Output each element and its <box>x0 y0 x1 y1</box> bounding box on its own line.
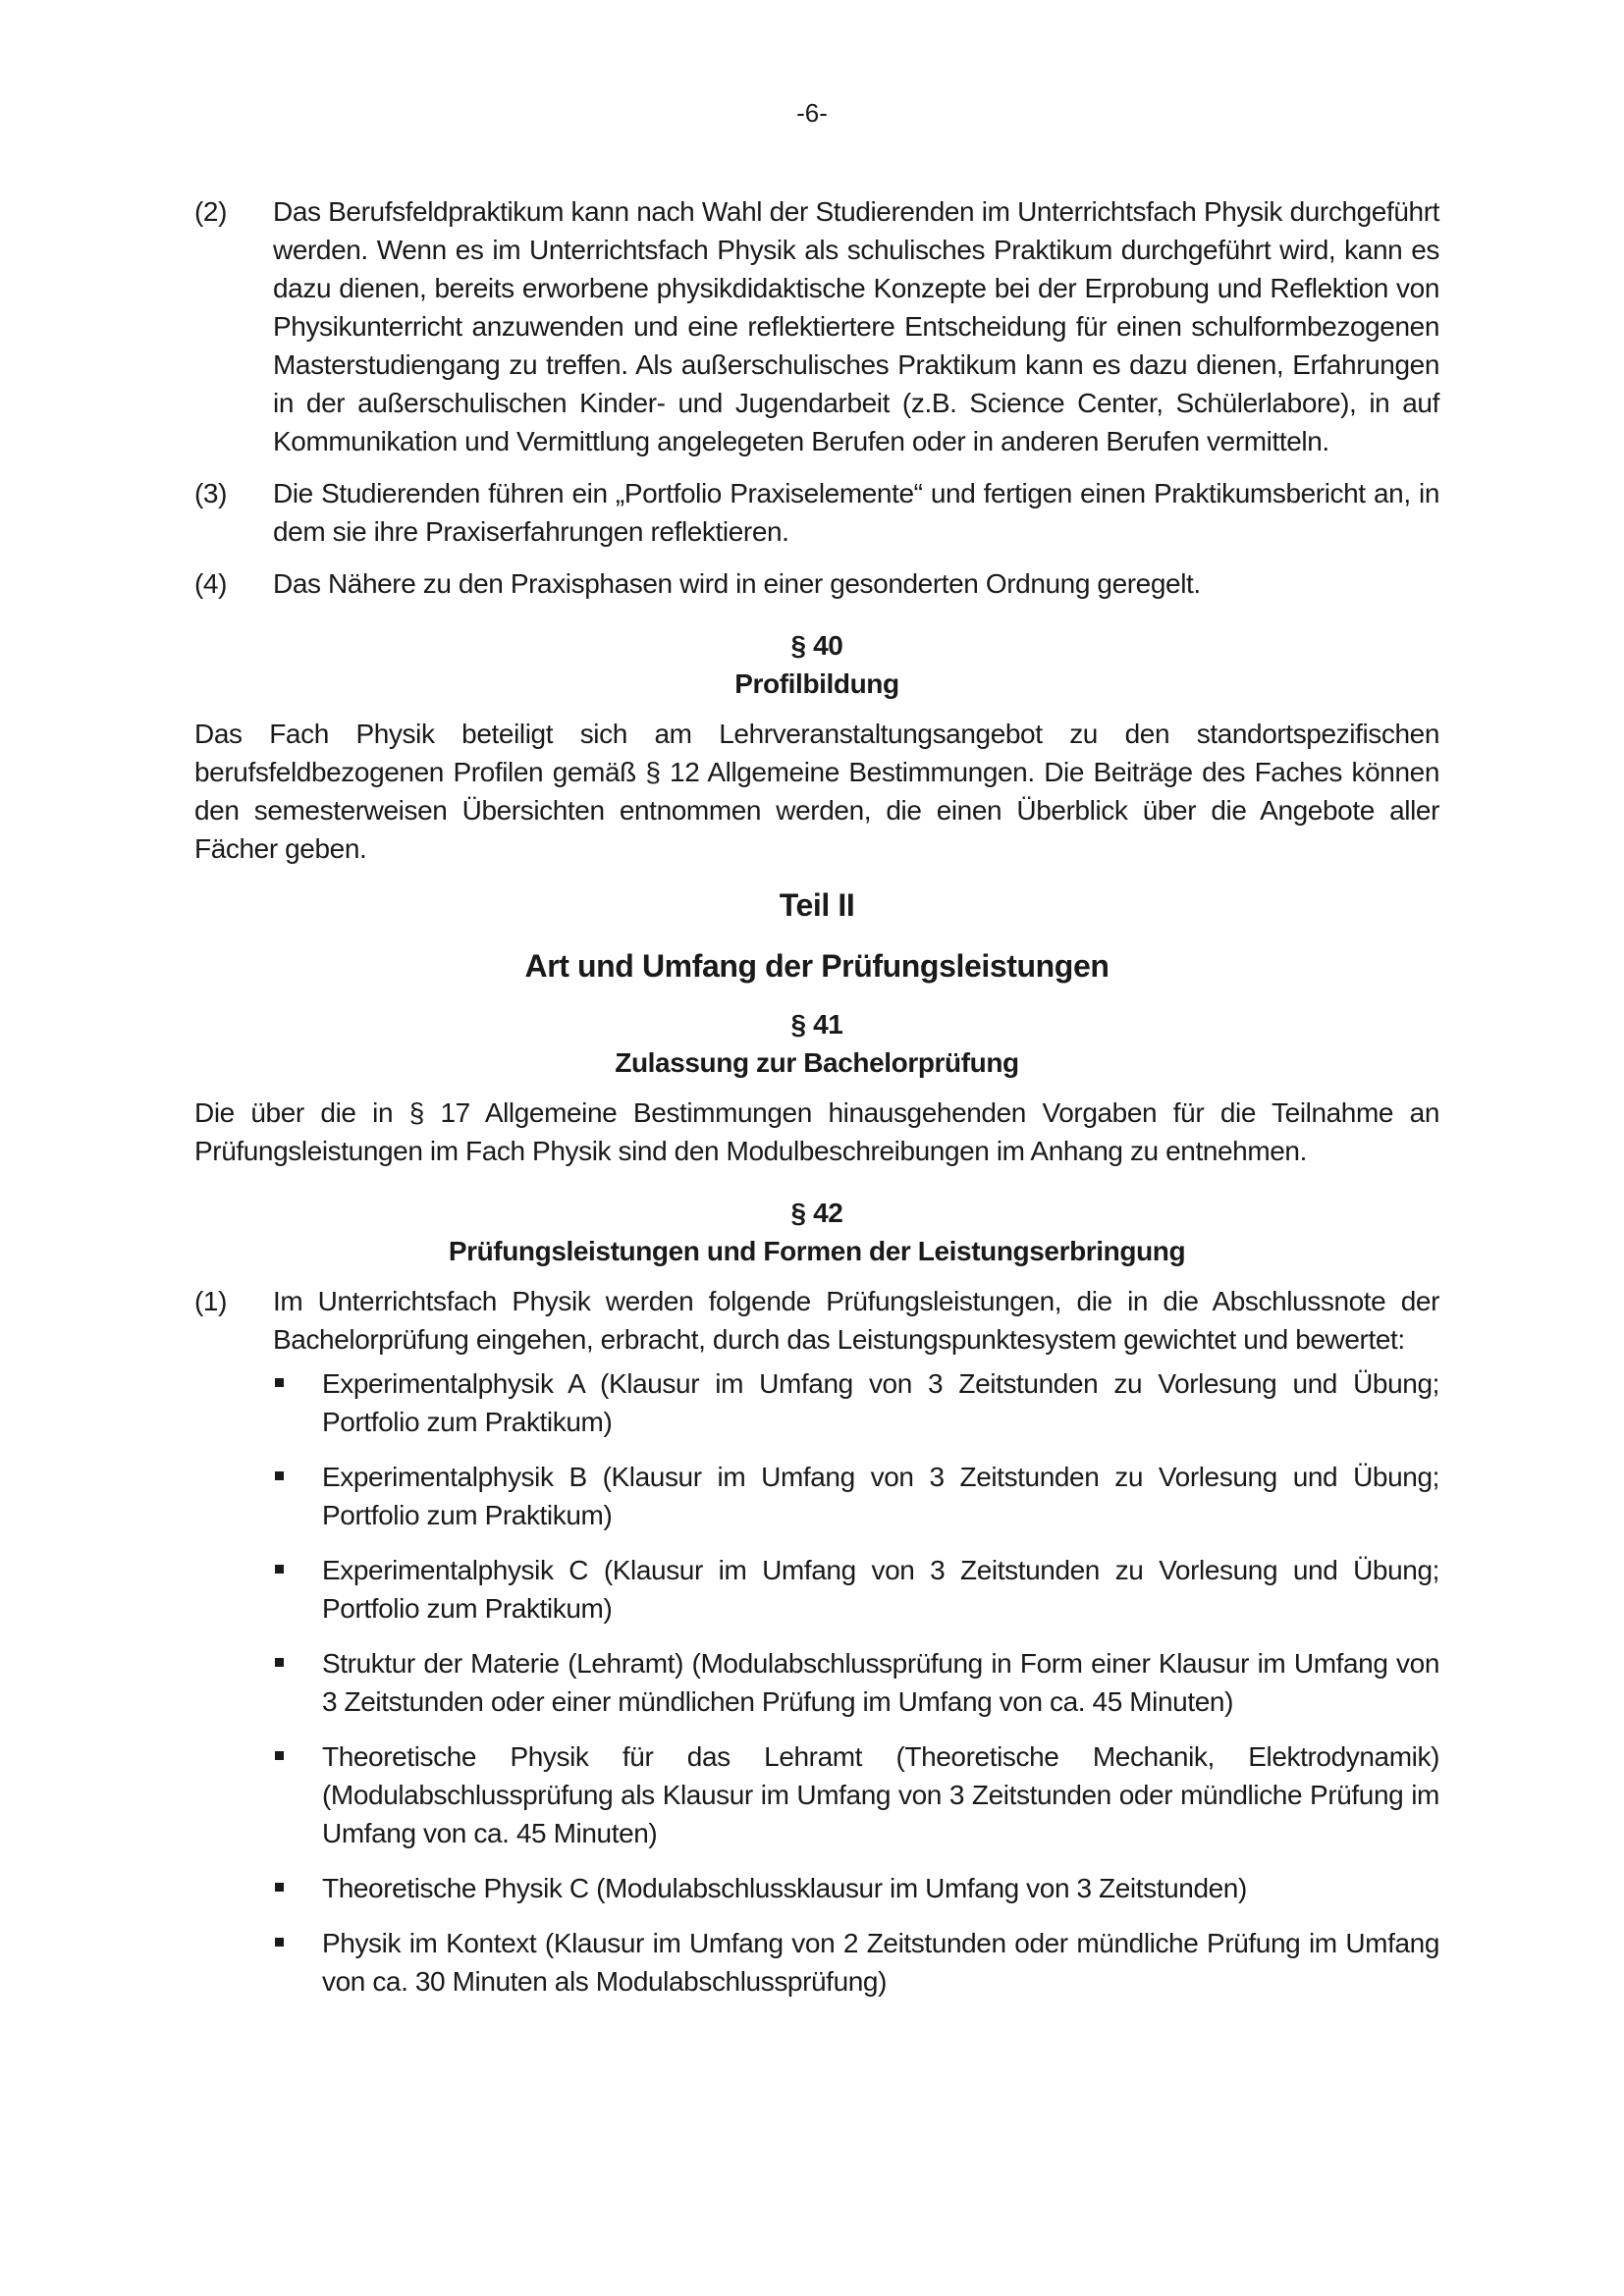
bullet-square-icon <box>273 1924 322 2001</box>
section-title: Zulassung zur Bachelorprüfung <box>615 1047 1019 1078</box>
bullet-text: Physik im Kontext (Klausur im Umfang von 2 Zeitstunden oder mündliche Prüfung im Umfang von ca. 30 Minuten als Modulabschlussprüfung) <box>322 1928 1439 1997</box>
section-40-heading <box>194 626 1439 703</box>
exam-list <box>273 1364 1439 2001</box>
list-item <box>194 1282 1439 1359</box>
item-text: Das Berufsfeldpraktikum kann nach Wahl der Studierenden im Unterrichtsfach Physik durchgeführt werden. Wenn es im Unterrichtsfach Physik als schulisches Praktikum durchgeführt wird, kann es dazu dienen, bereits erworbene physikdidaktische Konzepte bei der Erprobung und Reflektion von Physikunterricht anzuwenden und eine reflektiertere Entscheidung für einen schulformbezogenen Masterstudiengang zu treffen. Als außerschulisches Praktikum kann es dazu dienen, Erfahrungen in der außerschulischen Kinder- und Jugendarbeit (z.B. Science Center, Schülerlabore), in auf Kommunikation und Vermittlung angelegeten Berufen oder in anderen Berufen vermitteln. <box>273 196 1439 456</box>
bullet-item <box>273 1869 1439 1907</box>
item-text: Die Studierenden führen ein „Portfolio Praxiselemente“ und fertigen einen Praktikumsbericht an, in dem sie ihre Praxiserfahrungen reflektieren. <box>273 478 1439 547</box>
section-41-heading <box>194 1005 1439 1082</box>
section-42-heading <box>194 1194 1439 1270</box>
bullet-item <box>273 1644 1439 1721</box>
section-number: § 41 <box>790 1009 843 1040</box>
bullet-square-icon <box>273 1458 322 1534</box>
bullet-item <box>273 1364 1439 1441</box>
item-number: (3) <box>194 478 228 508</box>
bullet-square-icon <box>273 1869 322 1907</box>
bullet-text: Struktur der Materie (Lehramt) (Modulabschlussprüfung in Form einer Klausur im Umfang von 3 Zeitstunden oder einer mündlichen Prüfung im Umfang von ca. 45 Minuten) <box>322 1648 1439 1717</box>
item-number: (1) <box>194 1286 228 1316</box>
bullet-text: Experimentalphysik C (Klausur im Umfang von 3 Zeitstunden zu Vorlesung und Übung; Portfolio zum Praktikum) <box>322 1555 1439 1624</box>
list-item <box>194 192 1439 460</box>
item-number: (4) <box>194 568 228 599</box>
section-title: Profilbildung <box>734 668 899 699</box>
bullet-square-icon <box>273 1551 322 1628</box>
section-41-text: Die über die in § 17 Allgemeine Bestimmungen hinausgehenden Vorgaben für die Teilnahme an Prüfungsleistungen im Fach Physik sind den Modulbeschreibungen im Anhang zu entnehmen. <box>194 1097 1439 1166</box>
bullet-text: Experimentalphysik A (Klausur im Umfang von 3 Zeitstunden zu Vorlesung und Übung; Portfolio zum Praktikum) <box>322 1368 1439 1437</box>
part-title: Art und Umfang der Prüfungsleistungen <box>524 948 1110 984</box>
section-title: Prüfungsleistungen und Formen der Leistungserbringung <box>448 1236 1186 1266</box>
bullet-item <box>273 1924 1439 2001</box>
bullet-text: Theoretische Physik C (Modulabschlussklausur im Umfang von 3 Zeitstunden) <box>322 1873 1247 1903</box>
section-40-text: Das Fach Physik beteiligt sich am Lehrveranstaltungsangebot zu den standortspezifischen berufsfeldbezogenen Profilen gemäß § 12 Allgemeine Bestimmungen. Die Beiträge des Faches können den semesterweisen Übersichten entnommen werden, die einen Überblick über die Angebote aller Fächer geben. <box>194 719 1439 864</box>
list-item <box>194 474 1439 551</box>
page-number: -6- <box>796 98 828 128</box>
section-number: § 40 <box>790 630 843 661</box>
list-item <box>194 564 1439 603</box>
item-number: (2) <box>194 196 228 227</box>
bullet-item <box>273 1737 1439 1852</box>
bullet-square-icon <box>273 1644 322 1721</box>
bullet-item <box>273 1458 1439 1534</box>
part-label: Teil II <box>779 887 855 923</box>
item-text: Das Nähere zu den Praxisphasen wird in einer gesonderten Ordnung geregelt. <box>273 568 1201 599</box>
bullet-text: Theoretische Physik für das Lehramt (Theoretische Mechanik, Elektrodynamik) (Modulabschlussprüfung als Klausur im Umfang von 3 Zeitstunden oder mündliche Prüfung im Umfang von ca. 45 Minuten) <box>322 1741 1439 1848</box>
section-number: § 42 <box>790 1198 843 1228</box>
item-text: Im Unterrichtsfach Physik werden folgende Prüfungsleistungen, die in die Abschlussnote der Bachelorprüfung eingehen, erbracht, durch das Leistungspunktesystem gewichtet und bewertet: <box>273 1286 1439 1355</box>
bullet-square-icon <box>273 1737 322 1852</box>
page-content <box>194 192 1439 2017</box>
bullet-item <box>273 1551 1439 1628</box>
bullet-square-icon <box>273 1364 322 1441</box>
bullet-text: Experimentalphysik B (Klausur im Umfang von 3 Zeitstunden zu Vorlesung und Übung; Portfolio zum Praktikum) <box>322 1462 1439 1530</box>
